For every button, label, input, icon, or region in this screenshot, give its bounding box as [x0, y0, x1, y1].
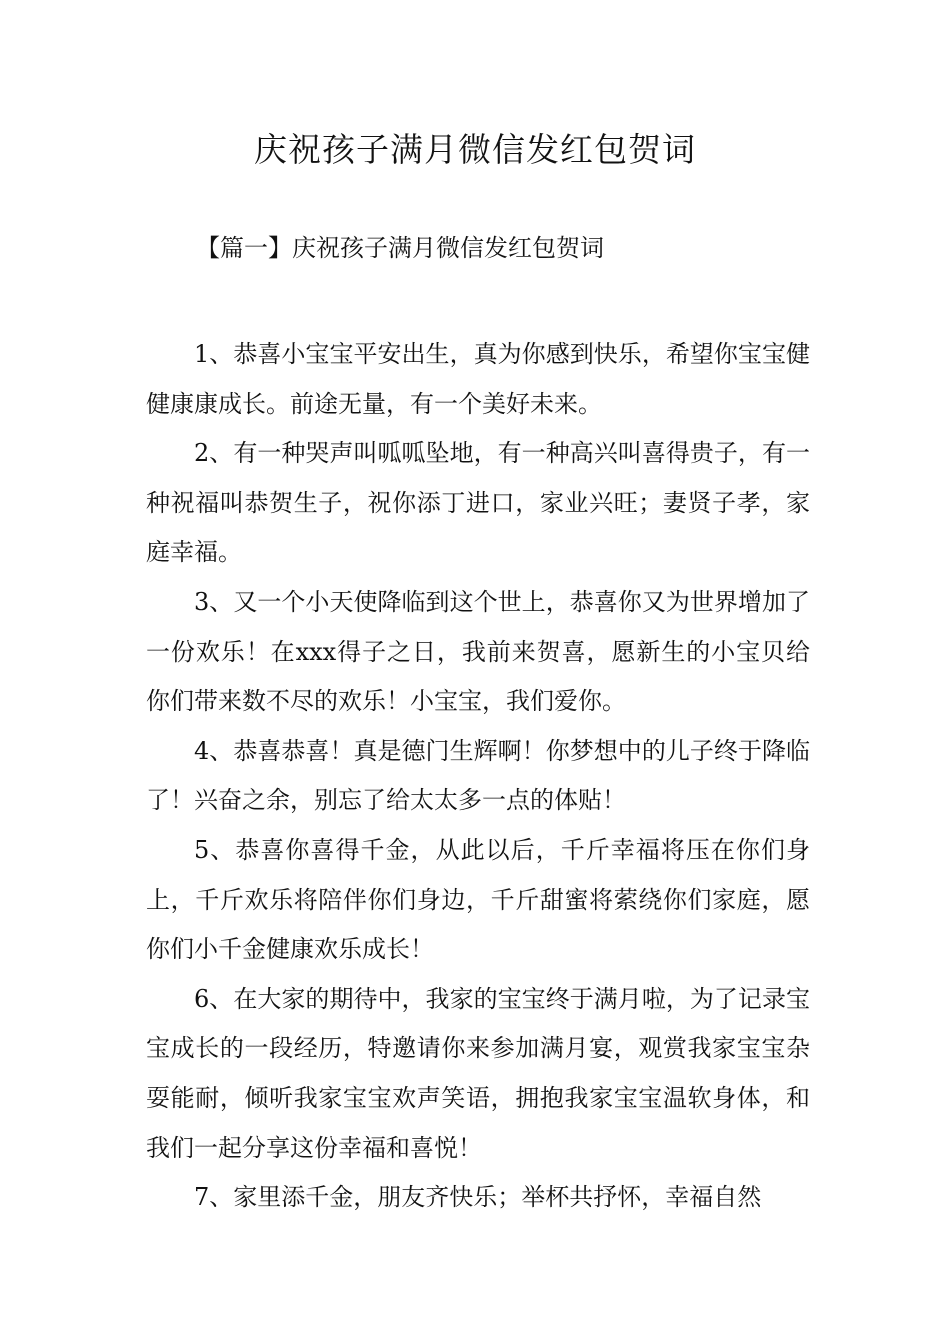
paragraph-1: 1、恭喜小宝宝平安出生，真为你感到快乐，希望你宝宝健健康康成长。前途无量，有一个美好未来。: [146, 340, 810, 418]
section-heading: 【篇一】庆祝孩子满月微信发红包贺词: [196, 234, 604, 262]
paragraph-4: 4、恭喜恭喜！真是德门生辉啊！你梦想中的儿子终于降临了！兴奋之余，别忘了给太太多一点的体贴！: [146, 736, 810, 815]
document-body: [146, 330, 810, 1223]
paragraph-3: 3、又一个小天使降临到这个世上，恭喜你又为世界增加了一份欢乐！在xxx得子之日，我前来贺喜，愿新生的小宝贝给你们带来数不尽的欢乐！小宝宝，我们爱你。: [146, 587, 810, 716]
paragraph-2: 2、有一种哭声叫呱呱坠地，有一种高兴叫喜得贵子，有一种祝福叫恭贺生子，祝你添丁进口，家业兴旺；妻贤子孝，家庭幸福。: [146, 439, 810, 567]
document-title: 庆祝孩子满月微信发红包贺词: [254, 130, 696, 169]
paragraph-7: 7、家里添千金，朋友齐快乐；举杯共抒怀，幸福自然: [194, 1183, 762, 1212]
paragraph-6: 6、在大家的期待中，我家的宝宝终于满月啦，为了记录宝宝成长的一段经历，特邀请你来参加满月宴，观赏我家宝宝杂耍能耐，倾听我家宝宝欢声笑语，拥抱我家宝宝温软身体，和我们一起分享这份幸福和喜悦！: [146, 984, 810, 1162]
paragraph-5: 5、恭喜你喜得千金，从此以后，千斤幸福将压在你们身上，千斤欢乐将陪伴你们身边，千斤甜蜜将萦绕你们家庭，愿你们小千金健康欢乐成长！: [146, 835, 810, 964]
